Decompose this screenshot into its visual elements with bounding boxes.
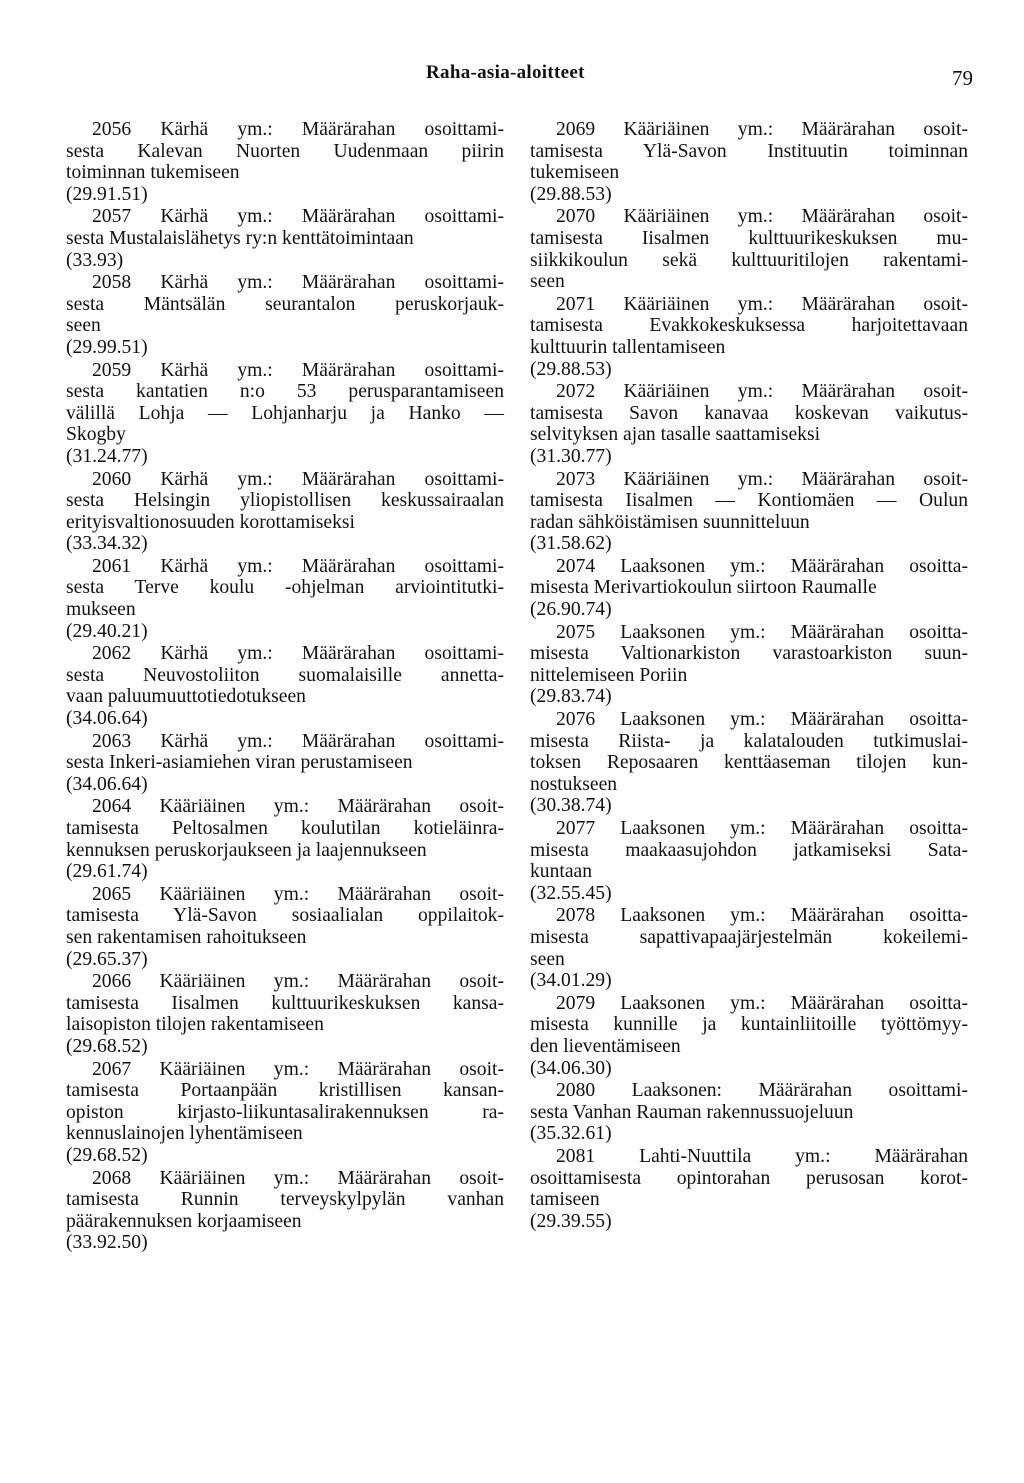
motion-text-line: radan sähköistämisen suunnitteluun: [530, 511, 810, 533]
motion-entry: [530, 622, 968, 708]
motion-text-line: den lieventämiseen: [530, 1035, 681, 1057]
motion-text-line: sen rakentamisen rahoitukseen: [66, 926, 307, 948]
motion-heading-line: 2071 Kääriäinen ym.: Määrärahan osoit-: [556, 293, 968, 315]
motion-text-line: erityisvaltionosuuden korottamiseksi: [66, 511, 355, 533]
budget-reference: (29.68.52): [66, 1144, 148, 1166]
motion-heading-line: 2063 Kärhä ym.: Määrärahan osoittami-: [92, 730, 504, 752]
budget-reference: (31.30.77): [530, 445, 612, 467]
budget-reference: (29.39.55): [530, 1210, 612, 1232]
budget-reference: (34.06.64): [66, 773, 148, 795]
motion-text-line: sesta Inkeri-asiamiehen viran perustamiseen: [66, 752, 413, 774]
motion-heading-line: 2065 Kääriäinen ym.: Määrärahan osoit-: [92, 883, 504, 905]
motion-entry: [66, 643, 504, 729]
motion-text-line: tamiseen: [530, 1189, 600, 1211]
motion-text-line: välillä Lohja — Lohjanharju ja Hanko —: [66, 402, 504, 424]
motion-entry: [530, 469, 968, 555]
budget-reference: (34.06.64): [66, 708, 148, 730]
motion-entry: [530, 709, 968, 817]
motion-text-line: sesta Mustalaislähetys ry:n kenttätoimintaan: [66, 227, 414, 249]
motion-text-line: kennuslainojen lyhentämiseen: [66, 1123, 303, 1145]
motion-text-line: tamisesta Portaanpään kristillisen kansan-: [66, 1080, 504, 1102]
motion-text-line: seen: [530, 948, 565, 970]
motion-heading-line: 2075 Laaksonen ym.: Määrärahan osoitta-: [556, 621, 968, 643]
motion-text-line: tamisesta Ylä-Savon sosiaalialan oppilaitok-: [66, 905, 504, 927]
motion-heading-line: 2060 Kärhä ym.: Määrärahan osoittami-: [92, 468, 504, 490]
motion-text-line: sesta Terve koulu -ohjelman arviointitutki-: [66, 577, 504, 599]
motion-text-line: osoittamisesta opintorahan perusosan korot-: [530, 1167, 968, 1189]
motion-heading-line: 2064 Kääriäinen ym.: Määrärahan osoit-: [92, 796, 504, 818]
motion-heading-line: 2059 Kärhä ym.: Määrärahan osoittami-: [92, 359, 504, 381]
motion-entry: [530, 818, 968, 904]
motion-heading-line: 2066 Kääriäinen ym.: Määrärahan osoit-: [92, 971, 504, 993]
budget-reference: (26.90.74): [530, 599, 612, 621]
motion-text-line: mukseen: [66, 599, 136, 621]
motion-text-line: vaan paluumuuttotiedotukseen: [66, 686, 306, 708]
budget-reference: (31.58.62): [530, 533, 612, 555]
motion-entry: [66, 1059, 504, 1167]
motion-heading-line: 2070 Kääriäinen ym.: Määrärahan osoit-: [556, 206, 968, 228]
motion-text-line: laisopiston tilojen rakentamiseen: [66, 1014, 324, 1036]
motion-text-line: misesta Merivartiokoulun siirtoon Raumalle: [530, 577, 877, 599]
budget-reference: (29.83.74): [530, 686, 612, 708]
motion-entry: [530, 556, 968, 621]
motion-text-line: tamisesta Iisalmen kulttuurikeskuksen mu-: [530, 227, 968, 249]
budget-reference: (30.38.74): [530, 795, 612, 817]
budget-reference: (29.88.53): [530, 183, 612, 205]
motion-heading-line: 2080 Laaksonen: Määrärahan osoittami-: [556, 1080, 968, 1102]
left-column: [66, 119, 504, 1255]
budget-reference: (29.99.51): [66, 336, 148, 358]
motion-text-line: selvityksen ajan tasalle saattamiseksi: [530, 424, 821, 446]
motion-text-line: kuntaan: [530, 861, 593, 883]
motion-entry: [66, 731, 504, 796]
motion-entry: [66, 206, 504, 271]
motion-entry: [66, 796, 504, 882]
motion-heading-line: 2057 Kärhä ym.: Määrärahan osoittami-: [92, 206, 504, 228]
motion-entry: [530, 1146, 968, 1232]
motion-heading-line: 2079 Laaksonen ym.: Määrärahan osoitta-: [556, 992, 968, 1014]
motion-heading-line: 2077 Laaksonen ym.: Määrärahan osoitta-: [556, 818, 968, 839]
motion-entry: [66, 556, 504, 642]
motion-text-line: misesta Riista- ja kalatalouden tutkimuslai-: [530, 730, 968, 752]
motion-entry: [530, 905, 968, 991]
motion-text-line: tamisesta Iisalmen kulttuurikeskuksen kansa-: [66, 992, 504, 1014]
motion-text-line: misesta Valtionarkiston varastoarkiston suun-: [530, 643, 968, 665]
budget-reference: (34.06.30): [530, 1057, 612, 1079]
motion-text-line: tamisesta Savon kanavaa koskevan vaikutus-: [530, 402, 968, 424]
budget-reference: (35.32.61): [530, 1123, 612, 1145]
budget-reference: (33.92.50): [66, 1232, 148, 1254]
budget-reference: (29.91.51): [66, 183, 148, 205]
motion-text-line: misesta kunnille ja kuntainliitoille työttömyy-: [530, 1014, 968, 1036]
motion-heading-line: 2056 Kärhä ym.: Määrärahan osoittami-: [92, 119, 504, 140]
motion-text-line: misesta maakaasujohdon jatkamiseksi Sata-: [530, 839, 968, 861]
page-number: 79: [952, 66, 973, 90]
motion-entry: [530, 993, 968, 1079]
budget-reference: (29.61.74): [66, 861, 148, 883]
motion-text-line: tamisesta Ylä-Savon Instituutin toiminnan: [530, 140, 968, 162]
motion-text-line: toiminnan tukemiseen: [66, 162, 240, 184]
motion-heading-line: 2058 Kärhä ym.: Määrärahan osoittami-: [92, 272, 504, 294]
motion-text-line: siikkikoulun sekä kulttuuritilojen rakentami-: [530, 249, 968, 271]
motion-heading-line: 2068 Kääriäinen ym.: Määrärahan osoit-: [92, 1167, 504, 1189]
motion-heading-line: 2073 Kääriäinen ym.: Määrärahan osoit-: [556, 468, 968, 490]
motion-text-line: päärakennuksen korjaamiseen: [66, 1210, 302, 1232]
motion-entry: [66, 884, 504, 970]
motion-text-line: sesta Kalevan Nuorten Uudenmaan piirin: [66, 140, 504, 162]
motion-entry: [66, 469, 504, 555]
motion-entry: [66, 360, 504, 468]
motion-text-line: nittelemiseen Poriin: [530, 664, 688, 686]
motion-text-line: tamisesta Evakkokeskuksessa harjoitettavaan: [530, 315, 968, 337]
motion-text-line: kennuksen peruskorjaukseen ja laajennukseen: [66, 839, 427, 861]
budget-reference: (33.34.32): [66, 533, 148, 555]
motion-heading-line: 2074 Laaksonen ym.: Määrärahan osoitta-: [556, 555, 968, 577]
motion-text-line: tamisesta Iisalmen — Kontiomäen — Oulun: [530, 490, 968, 512]
motion-heading-line: 2081 Lahti-Nuuttila ym.: Määrärahan: [556, 1145, 968, 1167]
right-column: [530, 119, 968, 1233]
budget-reference: (32.55.45): [530, 882, 612, 904]
budget-reference: (29.88.53): [530, 358, 612, 380]
motion-text-line: tamisesta Runnin terveyskylpylän vanhan: [66, 1189, 504, 1211]
budget-reference: (29.40.21): [66, 620, 148, 642]
motion-text-line: sesta Helsingin yliopistollisen keskussairaalan: [66, 490, 504, 512]
budget-reference: (31.24.77): [66, 445, 148, 467]
motion-text-line: sesta Neuvostoliiton suomalaisille annetta-: [66, 664, 504, 686]
motion-text-line: kulttuurin tallentamiseen: [530, 336, 726, 358]
running-title: Raha-asia-aloitteet: [426, 62, 585, 83]
motion-entry: [530, 381, 968, 467]
motion-text-line: toksen Reposaaren kenttäaseman tilojen kun-: [530, 752, 968, 774]
motion-text-line: sesta kantatien n:o 53 perusparantamiseen: [66, 381, 504, 403]
motion-heading-line: 2069 Kääriäinen ym.: Määrärahan osoit-: [556, 119, 968, 140]
motion-text-line: seen: [530, 271, 565, 293]
motion-heading-line: 2072 Kääriäinen ym.: Määrärahan osoit-: [556, 381, 968, 403]
motion-text-line: sesta Mäntsälän seurantalon peruskorjauk-: [66, 293, 504, 315]
motion-heading-line: 2067 Kääriäinen ym.: Määrärahan osoit-: [92, 1058, 504, 1080]
budget-reference: (29.65.37): [66, 948, 148, 970]
motion-text-line: tukemiseen: [530, 162, 620, 184]
motion-entry: [66, 272, 504, 358]
budget-reference: (33.93): [66, 249, 124, 271]
motion-entry: [530, 119, 968, 205]
motion-entry: [66, 971, 504, 1057]
motion-entry: [530, 294, 968, 380]
motion-heading-line: 2078 Laaksonen ym.: Määrärahan osoitta-: [556, 905, 968, 927]
budget-reference: (34.01.29): [530, 970, 612, 992]
motion-entry: [66, 1168, 504, 1254]
motion-text-line: misesta sapattivapaajärjestelmän kokeilemi-: [530, 926, 968, 948]
motion-heading-line: 2061 Kärhä ym.: Määrärahan osoittami-: [92, 555, 504, 577]
motion-heading-line: 2076 Laaksonen ym.: Määrärahan osoitta-: [556, 709, 968, 731]
budget-reference: (29.68.52): [66, 1035, 148, 1057]
motion-text-line: sesta Vanhan Rauman rakennussuojeluun: [530, 1101, 854, 1123]
motion-text-line: nostukseen: [530, 773, 618, 795]
motion-heading-line: 2062 Kärhä ym.: Määrärahan osoittami-: [92, 643, 504, 665]
motion-entry: [530, 206, 968, 292]
motion-text-line: Skogby: [66, 424, 126, 446]
motion-entry: [66, 119, 504, 205]
motion-text-line: tamisesta Peltosalmen koulutilan kotieläinra-: [66, 818, 504, 839]
page-header: [0, 62, 1024, 92]
motion-text-line: opiston kirjasto-liikuntasalirakennuksen ra-: [66, 1101, 504, 1123]
motion-entry: [530, 1080, 968, 1145]
motion-text-line: seen: [66, 315, 101, 337]
